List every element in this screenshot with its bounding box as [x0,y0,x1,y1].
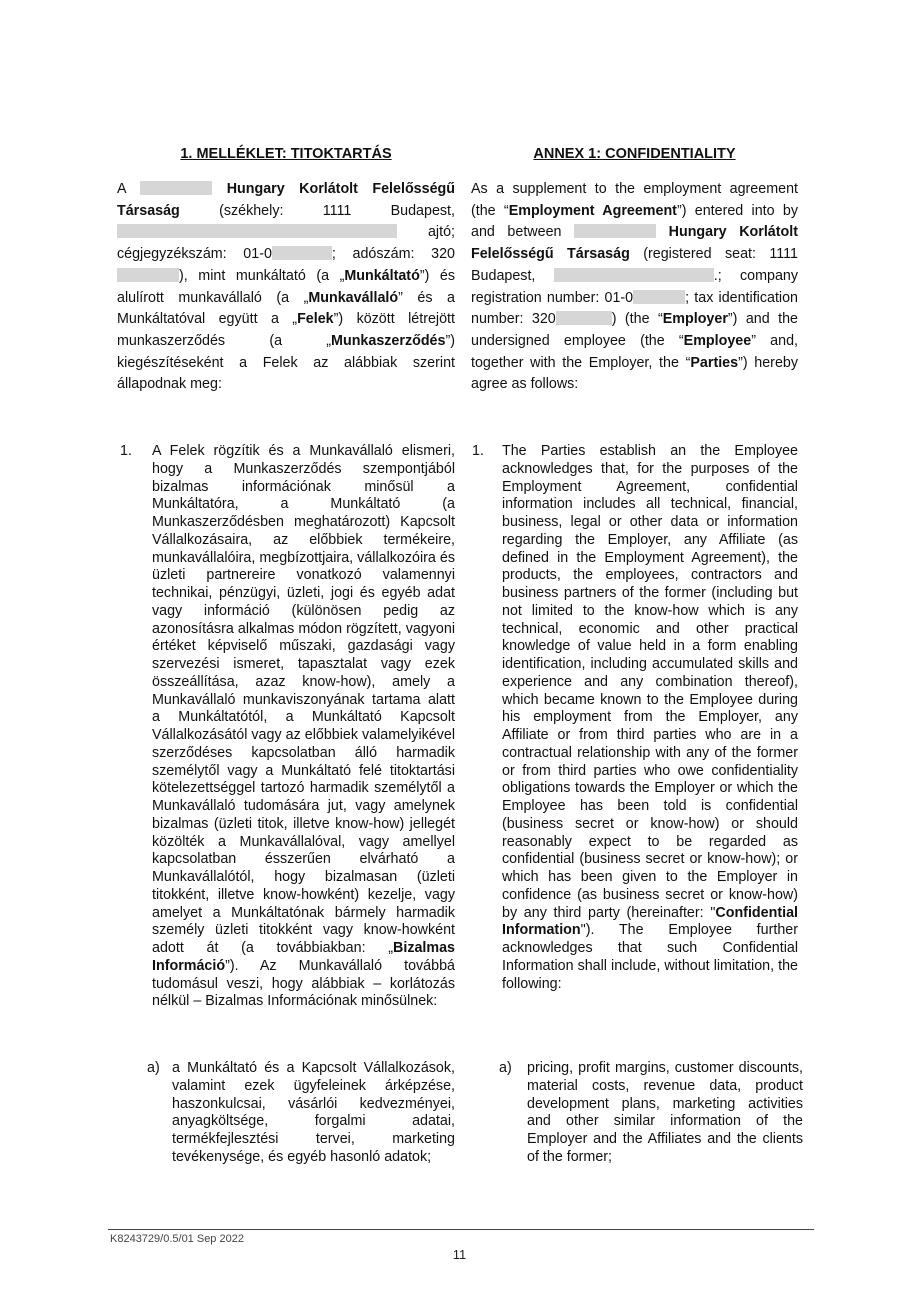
clause-number: 1. [120,443,132,459]
english-column [471,0,803,1200]
hungarian-column [117,0,455,1200]
redaction-block [140,181,212,195]
redaction-block [554,268,714,282]
subclause-letter: a) [499,1060,512,1076]
document-reference: K8243729/0.5/01 Sep 2022 [110,1233,244,1245]
page-number: 11 [452,1247,467,1262]
redaction-block [272,246,332,260]
redaction-block [117,224,397,238]
footer-divider [108,1229,814,1230]
clause-number: 1. [472,443,484,459]
subclause-text: pricing, profit margins, customer discounts, material costs, revenue data, product development plans, marketing activities and other similar information of the Employer and the Affiliates and the clients of the former; [527,1060,803,1165]
redaction-block [556,311,612,325]
clause-text: A Felek rögzítik és a Munkavállaló elismeri, hogy a Munkaszerződés szempontjából bizalmas információnak minősül a Munkáltatóra, a Munkáltató (a Munkaszerződésben meghatározott) Kapcsolt Vállalkozásaira, az előbbiek termékeire, munkavállalóira, megbízottjaira, vállalkozóira és üzleti partnereire vonatkozó valamennyi technikai, pénzügyi, üzleti, jogi és egyéb adat vagy információ (különösen pedig az azonosításra alkalmas módon rögzített, vagyoni értéket képviselő műszaki, gazdasági vagy szervezési ismeret, tapasztalat vagy ezek összeállítása, azaz know-how), amely a Munkavállaló munkaviszonyának tartama alatt a Munkáltatótól, a Munkáltató Kapcsolt Vállalkozásától vagy az előbbiek valamelyikével szerződéses kapcsolatban álló harmadik személytől vagy a Munkáltató felé titoktartási kötelezettséggel tartozó harmadik személytől a Munkavállaló tudomására jut, vagy amelynek bizalmas (üzleti titok, illetve know-how) jellegét közölték a Munkavállalóval, vagy amellyel kapcsolatban ésszerűen elvárható a Munkavállalótól, hogy bizalmasan (üzleti titokként, illetve know-howként) kezelje, vagy amelyet a Munkáltatónak bármely harmadik személy üzleti titokként vagy know-howként adott át (a továbbiakban: „Bizalmas Információ”). Az Munkavállaló továbbá tudomásul veszi, hogy alábbiak – korlátozás nélkül – Bizalmas Információnak minősülnek: [152,443,455,1010]
hungarian-heading: 1. MELLÉKLET: TITOKTARTÁS [180,146,392,162]
english-intro: As a supplement to the employment agreement (the “Employment Agreement”) entered into by and between Hungary Korlátolt Felelősségű Társaság (registered seat: 1111 Budapest, .; company registration number: 01-0 ; tax identification number: 320 ) (the “Employer”) and the undersigned employee (the “Employee” and, together with the Employer, the “Parties”) hereby agree as follows: [471,181,799,393]
redaction-block [574,224,656,238]
subclause-letter: a) [147,1060,160,1076]
redaction-block [633,290,685,304]
redaction-block [117,268,179,282]
hungarian-intro: A Hungary Korlátolt Felelősségű Társaság (székhely: 1111 Budapest, ajtó; cégjegyzékszám: 01-0 ; adószám: 320), mint munkáltató (a „Munkáltató”) és alulírott munkavállaló (a „Munkavállaló” és a Munkáltatóval együtt a „Felek”) között létrejött munkaszerződés (a „Munkaszerződés”) kiegészítéseként a Felek az alábbiak szerint állapodnak meg: [117,181,455,393]
subclause-text: a Munkáltató és a Kapcsolt Vállalkozások, valamint ezek ügyfeleinek árképzése, haszonkulcsai, vásárlói kedvezményei, anyagköltsége, forgalmi adatai, termékfejlesztési tervei, marketing tevékenysége, és egyéb hasonló adatok; [172,1060,455,1165]
english-heading: ANNEX 1: CONFIDENTIALITY [533,146,736,162]
clause-text: The Parties establish an the Employee acknowledges that, for the purposes of the Employment Agreement, confidential information includes all technical, financial, business, legal or other data or information regarding the Employer, any Affiliate (as defined in the Employment Agreement), the products, the employees, contractors and business partners of the former (including but not limited to the know-how which is any technical, economic and other practical knowledge of value held in a form enabling identification, including accumulated skills and experience and any combination thereof), which became known to the Employee during his employment from the Employer, any Affiliate or from third parties who are in a contractual relationship with any of the former or from third parties who owe confidentiality obligations towards the Employer or which the Employee has been told is confidential (business secret or know-how) or should reasonably expect to be regarded as confidential (business secret or know-how); or which has been given to the Employer in confidence (as business secret or know-how) by any third party (hereinafter: "Confidential Information"). The Employee further acknowledges that such Confidential Information shall include, without limitation, the following: [502,443,798,992]
